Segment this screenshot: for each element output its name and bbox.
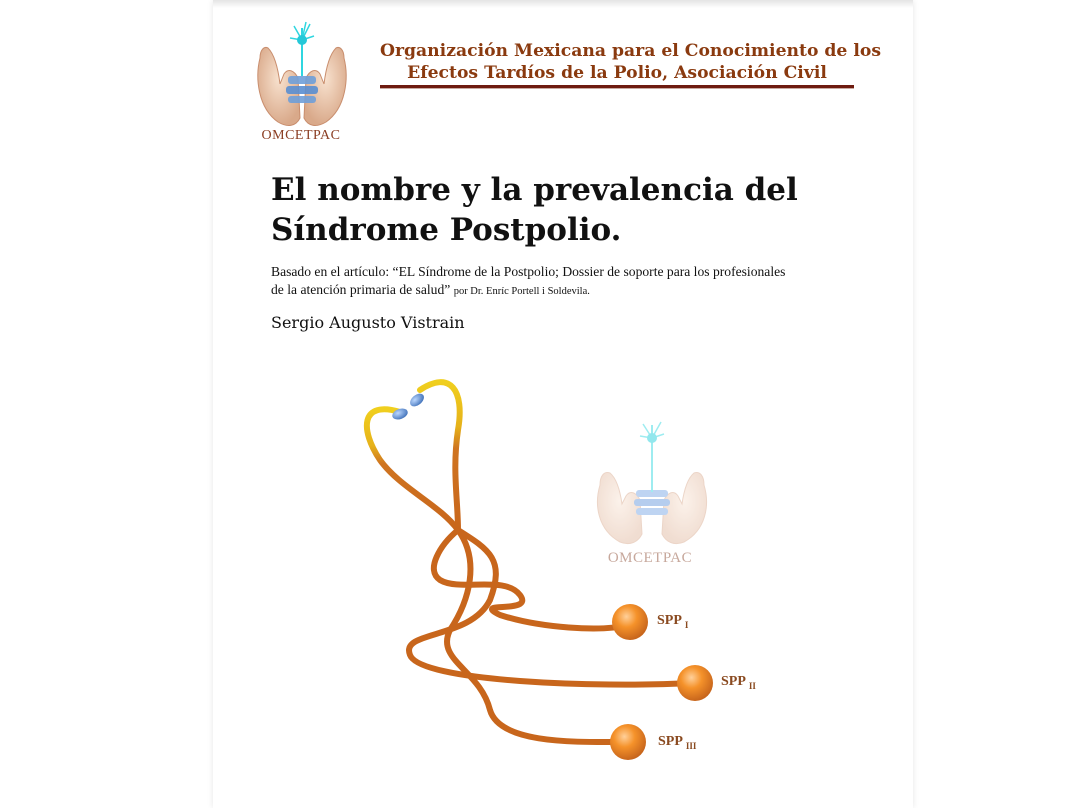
- title-line1: El nombre y la prevalencia del: [271, 172, 798, 208]
- spp-label-2: [721, 674, 756, 691]
- organization-name: [380, 40, 882, 84]
- page-top-shadow: [213, 0, 913, 8]
- spp-label-2-sub: II: [748, 681, 756, 691]
- source-note-line1: Basado en el artículo: “EL Síndrome de la Postpolio; Dossier de soporte para los profesionales: [271, 264, 786, 279]
- chestpiece-1: [612, 604, 648, 640]
- source-note: [271, 263, 871, 301]
- logo-caption: OMCETPAC: [261, 128, 341, 143]
- spp-label-1-sub: I: [684, 620, 689, 630]
- header-rule: [380, 85, 854, 89]
- watermark-logo: [597, 422, 706, 544]
- spp-label-1: [657, 613, 688, 630]
- document-title: [271, 170, 831, 250]
- source-author: por Dr. Enríc Portell i Soldevila.: [453, 286, 590, 297]
- spp-label-2-main: SPP: [721, 674, 746, 689]
- document-author: Sergio Augusto Vistrain: [271, 313, 465, 332]
- title-line2: Síndrome Postpolio.: [271, 212, 622, 248]
- organization-name-line2: Efectos Tardíos de la Polio, Asociación Civil: [407, 63, 827, 83]
- spp-label-3-main: SPP: [658, 734, 683, 749]
- spp-label-3-sub: III: [685, 741, 697, 751]
- chestpiece-2: [677, 665, 713, 701]
- source-note-line2: de la atención primaria de salud”: [271, 282, 451, 297]
- chestpiece-3: [610, 724, 646, 760]
- watermark-caption: OMCETPAC: [607, 550, 693, 566]
- stethoscope-illustration: [340, 370, 780, 780]
- spp-label-3: [658, 734, 696, 751]
- organization-name-line1: Organización Mexicana para el Conocimiento de los: [380, 41, 882, 61]
- spp-label-1-main: SPP: [657, 613, 682, 628]
